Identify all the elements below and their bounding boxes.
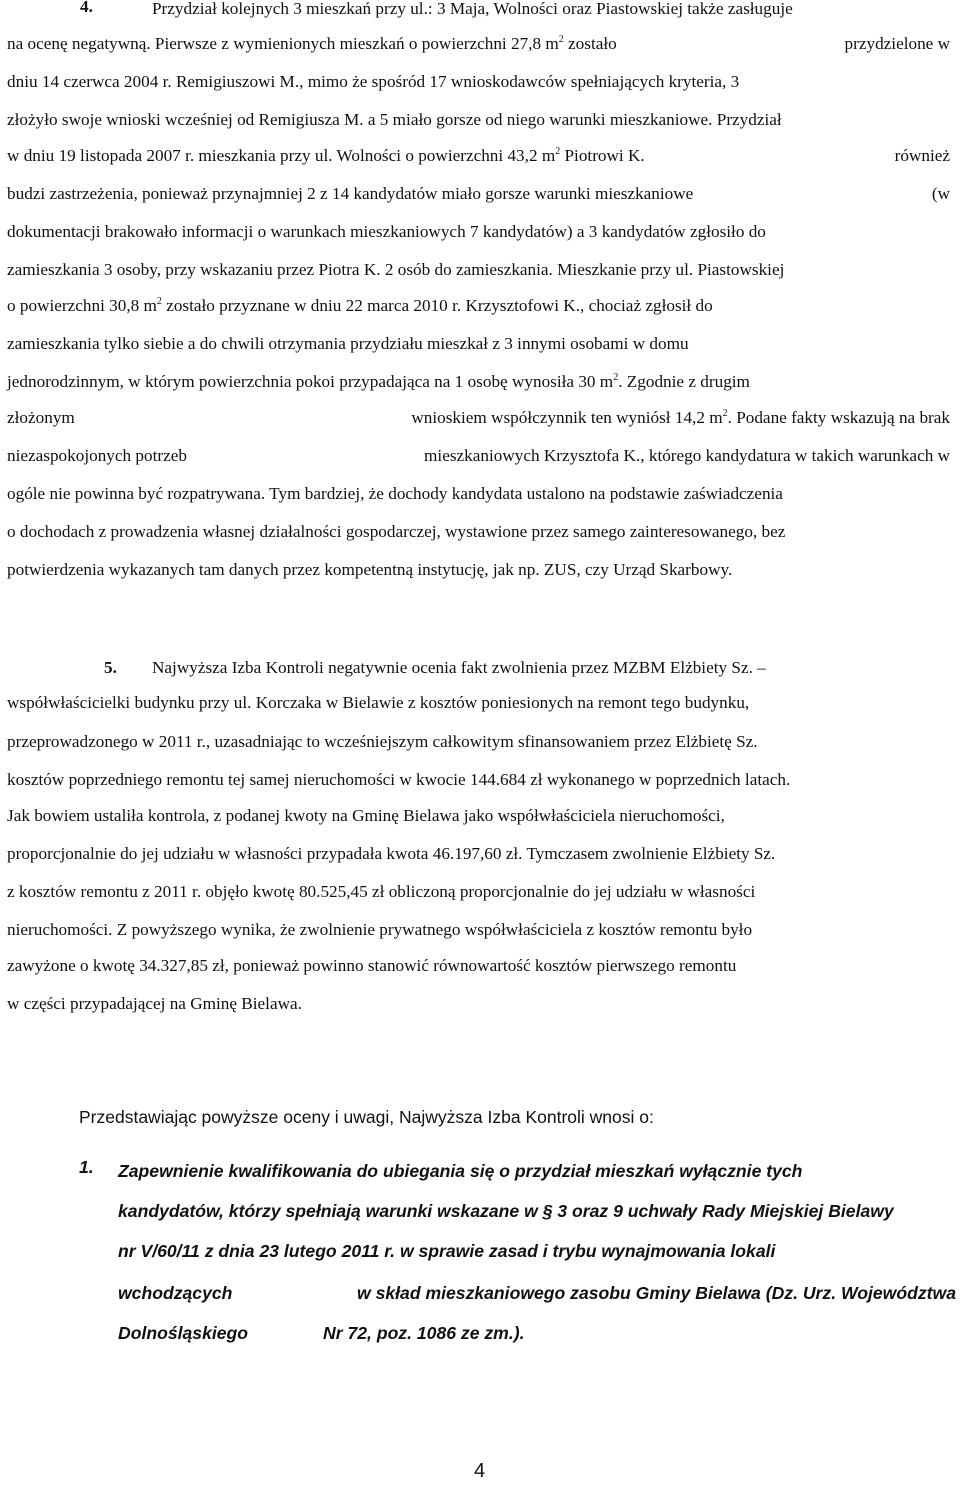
section4-line	[7, 559, 950, 581]
text-run: jednorodzinnym, w którym powierzchnia pokoi przypadająca na 1 osobę wynosiła 30 m	[7, 372, 614, 391]
page-number: 4	[474, 1460, 486, 1482]
text-segment	[152, 0, 793, 20]
text-segment	[845, 33, 950, 55]
text-segment	[7, 881, 755, 903]
text-run: o dochodach z prowadzenia własnej działalności gospodarczej, wystawione przez samego zainteresowanego, bez	[7, 522, 786, 541]
text-run: również	[894, 146, 950, 165]
text-run: zostało przyznane w dniu 22 marca 2010 r. Krzysztofowi K., chociaż zgłosił do	[161, 296, 713, 315]
text-segment	[7, 71, 739, 93]
recommendation-line	[118, 1160, 956, 1182]
section4-line	[7, 71, 950, 93]
text-segment	[118, 1322, 248, 1344]
section4-line	[7, 33, 950, 55]
text-run: nr V/60/11 z dnia 23 lutego 2011 r. w sprawie zasad i trybu wynajmowania lokali	[118, 1241, 776, 1261]
section5-line	[7, 769, 950, 791]
text-segment	[357, 1282, 956, 1304]
text-run: Przydział kolejnych 3 mieszkań przy ul.: 3 Maja, Wolności oraz Piastowskiej także zasługuje	[152, 0, 793, 18]
text-segment	[7, 407, 75, 429]
text-run: ogóle nie powinna być rozpatrywana. Tym bardziej, że dochody kandydata ustalono na podstawie zaświadczenia	[7, 484, 783, 503]
section5-line	[7, 955, 950, 977]
section-4-number	[80, 0, 93, 18]
text-run: Najwyższa Izba Kontroli negatywnie ocenia fakt zwolnienia przez MZBM Elżbiety Sz. –	[152, 658, 766, 677]
section4-line	[7, 407, 950, 429]
text-segment	[7, 919, 752, 941]
text-run: współwłaścicielki budynku przy ul. Korczaka w Bielawie z kosztów poniesionych na remont tego budynku,	[7, 693, 750, 712]
text-segment	[118, 1282, 232, 1304]
text-segment	[118, 1200, 894, 1222]
text-segment	[7, 731, 758, 753]
text-segment	[7, 955, 736, 977]
section-number: 5.	[104, 658, 117, 677]
section4-line	[7, 109, 950, 131]
text-run: nieruchomości. Z powyższego wynika, że zwolnienie prywatnego współwłaściciela z kosztów remontu było	[7, 920, 753, 939]
text-run: w części przypadającej na Gminę Bielawa.	[7, 994, 302, 1013]
text-segment	[7, 769, 790, 791]
text-run: w skład mieszkaniowego zasobu Gminy Bielawa (Dz. Urz. Województwa	[357, 1283, 956, 1303]
text-segment	[7, 993, 302, 1015]
text-segment	[7, 692, 749, 714]
text-run: złożyło swoje wnioski wcześniej od Remigiusza M. a 5 miało gorsze od niego warunki mieszkaniowe. Przydział	[7, 110, 782, 129]
text-run: zostało	[563, 34, 617, 53]
section-5-number	[104, 657, 117, 679]
text-segment	[7, 333, 689, 355]
text-run: Jak bowiem ustaliła kontrola, z podanej kwoty na Gminę Bielawa jako współwłaściciela nieruchomości,	[7, 806, 725, 825]
superscript: 2	[555, 146, 561, 157]
text-run: niezaspokojonych potrzeb	[7, 446, 187, 465]
section4-line	[7, 145, 950, 167]
text-run: Dolnośląskiego	[118, 1323, 249, 1343]
superscript: 2	[613, 372, 619, 383]
section5-line	[7, 731, 950, 753]
section5-line	[7, 881, 950, 903]
text-segment	[7, 559, 732, 581]
text-run: dniu 14 czerwca 2004 r. Remigiuszowi M., mimo że spośród 17 wnioskodawców spełniających kryteria, 3	[7, 72, 740, 91]
text-run: Zapewnienie kwalifikowania do ubiegania się o przydział mieszkań wyłącznie tych	[118, 1161, 803, 1181]
text-run: z kosztów remontu z 2011 r. objęło kwotę 80.525,45 zł obliczoną proporcjonalnie do jej udziału w własności	[7, 882, 756, 901]
superscript: 2	[156, 296, 162, 307]
text-run: budzi zastrzeżenia, ponieważ przynajmniej 2 z 14 kandydatów miało gorsze warunki mieszkaniowe	[7, 184, 694, 203]
text-segment	[118, 1240, 775, 1262]
text-segment	[895, 145, 950, 167]
text-run: . Podane fakty wskazują na brak	[727, 408, 950, 427]
section5-line	[7, 993, 302, 1015]
section-number: 4.	[80, 0, 93, 16]
text-run: kandydatów, którzy spełniają warunki wskazane w § 3 oraz 9 uchwały Rady Miejskiej Bielawy	[118, 1201, 894, 1221]
text-run: proporcjonalnie do jej udziału w własności przypadała kwota 46.197,60 zł. Tymczasem zwolnienie Elżbiety Sz.	[7, 844, 776, 863]
section4-line	[7, 521, 950, 543]
section4-line	[7, 221, 950, 243]
text-run: zamieszkania tylko siebie a do chwili otrzymania przydziału mieszkał z 3 innymi osobami w domu	[7, 334, 689, 353]
recommendation-line	[118, 1200, 956, 1222]
text-segment	[7, 843, 775, 865]
section4-line	[152, 0, 793, 20]
superscript: 2	[558, 34, 564, 45]
text-run: wchodzących	[118, 1283, 233, 1303]
text-run: o powierzchni 30,8 m	[7, 296, 157, 315]
section4-line	[7, 483, 950, 505]
text-segment	[932, 183, 950, 205]
recommendation-line	[118, 1282, 956, 1304]
text-segment	[7, 295, 713, 317]
recommendation-number: 1.	[79, 1157, 94, 1177]
section4-line	[7, 371, 950, 393]
text-segment	[7, 371, 750, 393]
text-run: Nr 72, poz. 1086 ze zm.).	[323, 1323, 525, 1343]
text-run: w dniu 19 listopada 2007 r. mieszkania przy ul. Wolności o powierzchni 43,2 m	[7, 146, 556, 165]
text-segment	[7, 521, 785, 543]
section4-line	[7, 333, 950, 355]
text-run: mieszkaniowych Krzysztofa K., którego kandydatura w takich warunkach w	[424, 446, 950, 465]
text-segment	[7, 221, 766, 243]
recommendation-line	[118, 1322, 524, 1344]
text-run: Piotrowi K.	[560, 146, 645, 165]
section5-line	[152, 657, 766, 679]
text-segment	[411, 407, 950, 429]
section4-line	[7, 445, 950, 467]
recommendation-line	[118, 1240, 956, 1262]
section5-line	[7, 843, 950, 865]
section4-line	[7, 259, 950, 281]
recommendations-intro: Przedstawiając powyższe oceny i uwagi, Najwyższa Izba Kontroli wnosi o:	[79, 1107, 654, 1127]
text-run: dokumentacji brakowało informacji o warunkach mieszkaniowych 7 kandydatów) a 3 kandydatów zgłosiło do	[7, 222, 766, 241]
text-segment	[118, 1160, 802, 1182]
text-segment	[7, 445, 187, 467]
section4-line	[7, 183, 950, 205]
text-segment	[7, 805, 725, 827]
section4-line	[7, 295, 950, 317]
text-segment	[424, 445, 950, 467]
text-segment	[7, 109, 782, 131]
text-segment	[323, 1322, 524, 1344]
section5-line	[7, 919, 950, 941]
text-segment	[7, 33, 617, 55]
text-run: na ocenę negatywną. Pierwsze z wymienionych mieszkań o powierzchni 27,8 m	[7, 34, 559, 53]
text-run: . Zgodnie z drugim	[618, 372, 750, 391]
text-segment	[7, 145, 645, 167]
text-run: (w	[931, 184, 950, 203]
text-run: kosztów poprzedniego remontu tej samej nieruchomości w kwocie 144.684 zł wykonanego w poprzednich latach.	[7, 770, 791, 789]
text-segment	[7, 183, 693, 205]
text-run: zawyżone o kwotę 34.327,85 zł, ponieważ powinno stanowić równowartość kosztów pierwszego remontu	[7, 956, 737, 975]
section5-line	[7, 692, 950, 714]
text-segment	[7, 259, 784, 281]
section5-line	[7, 805, 950, 827]
text-segment	[7, 483, 783, 505]
text-run: przydzielone w	[844, 34, 950, 53]
text-segment	[152, 657, 766, 679]
text-run: potwierdzenia wykazanych tam danych przez kompetentną instytucję, jak np. ZUS, czy Urząd Skarbowy.	[7, 560, 733, 579]
text-run: zamieszkania 3 osoby, przy wskazaniu przez Piotra K. 2 osób do zamieszkania. Mieszkanie przy ul. Piastowskiej	[7, 260, 785, 279]
text-run: przeprowadzonego w 2011 r., uzasadniając to wcześniejszym całkowitym sfinansowaniem przez Elżbietę Sz.	[7, 732, 758, 751]
superscript: 2	[722, 408, 728, 419]
text-run: złożonym	[7, 408, 75, 427]
text-run: wnioskiem współczynnik ten wyniósł 14,2 m	[411, 408, 723, 427]
